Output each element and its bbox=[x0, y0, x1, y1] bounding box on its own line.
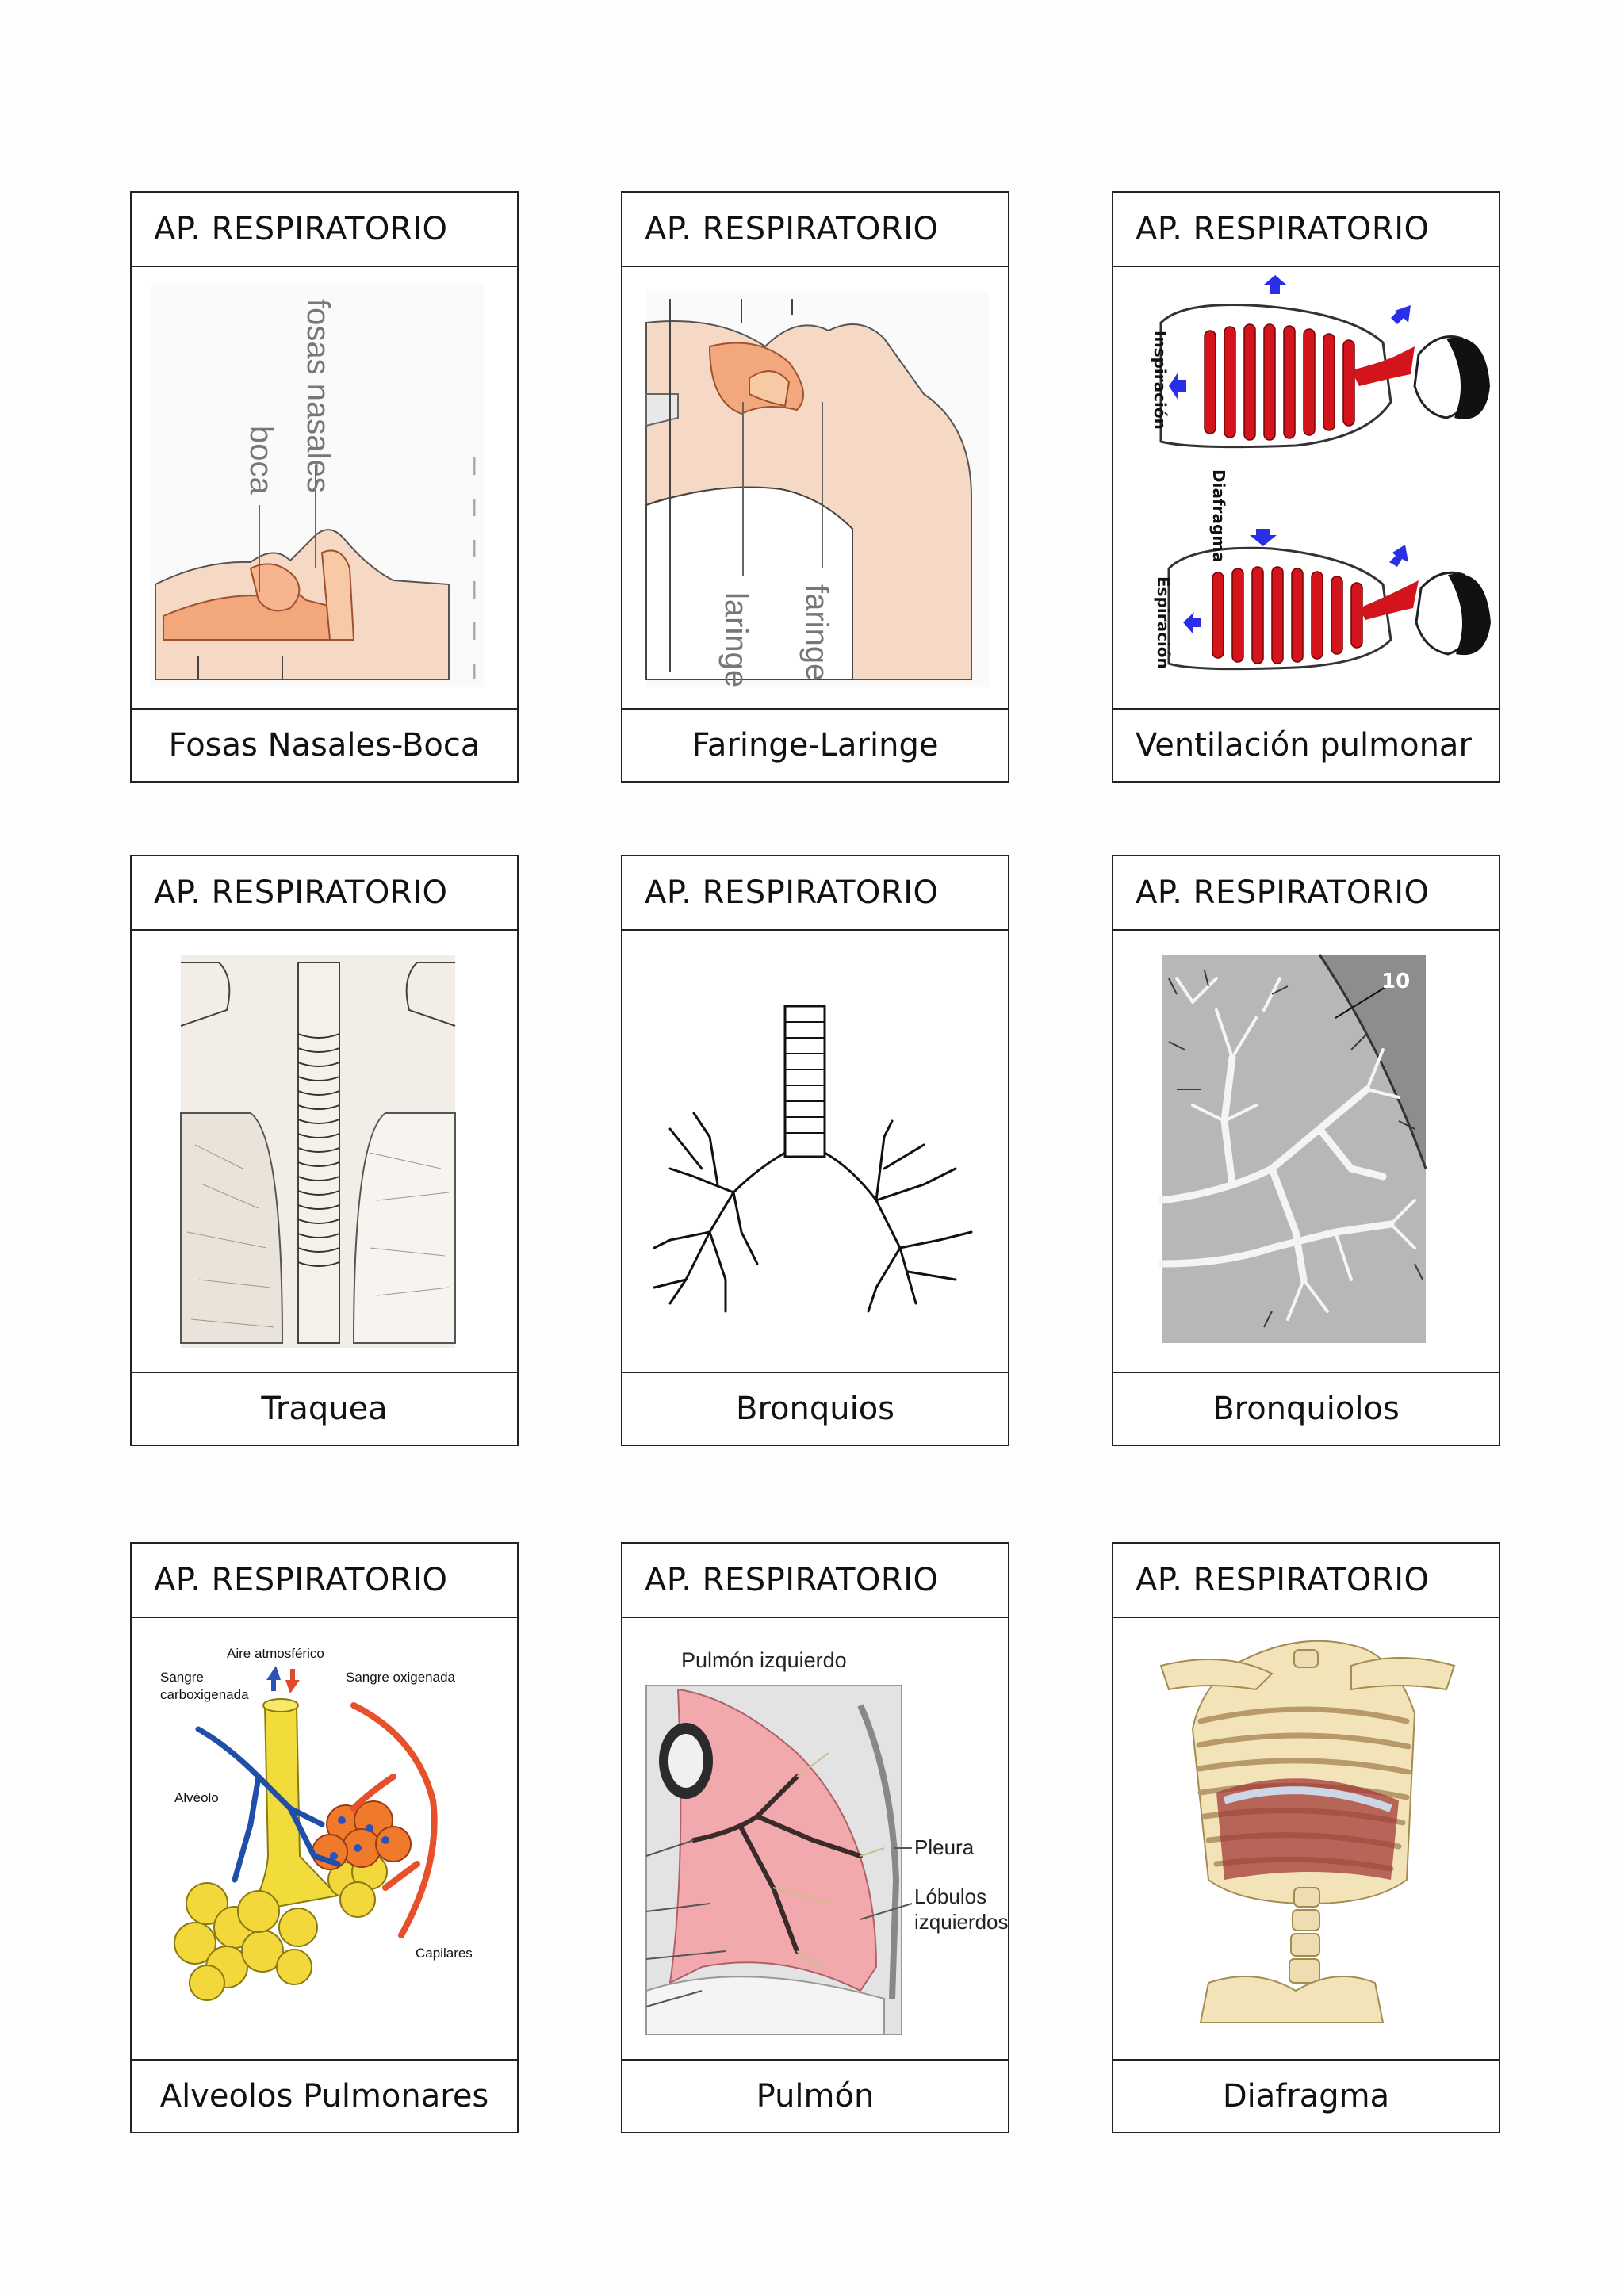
bronchioles-illustration bbox=[1113, 931, 1499, 1372]
card-caption: Alveolos Pulmonares bbox=[132, 2059, 517, 2132]
label-titulo-pulmon: Pulmón izquierdo bbox=[681, 1648, 847, 1672]
nose-mouth-illustration bbox=[132, 267, 517, 708]
card-caption: Pulmón bbox=[622, 2059, 1008, 2132]
card-header: AP. RESPIRATORIO bbox=[1113, 856, 1499, 931]
label-fosas-nasales: fosas nasales bbox=[301, 299, 335, 493]
card-bronquios bbox=[621, 855, 1009, 1446]
card-caption: Ventilación pulmonar bbox=[1113, 708, 1499, 781]
card-header: AP. RESPIRATORIO bbox=[132, 856, 517, 931]
card-header: AP. RESPIRATORIO bbox=[1113, 193, 1499, 267]
card-header: AP. RESPIRATORIO bbox=[132, 193, 517, 267]
card-bronquiolos bbox=[1112, 855, 1500, 1446]
label-lobulos-2: izquierdos bbox=[914, 1910, 1009, 1934]
card-header: AP. RESPIRATORIO bbox=[132, 1544, 517, 1618]
card-caption: Diafragma bbox=[1113, 2059, 1499, 2132]
lung-illustration bbox=[622, 1618, 1008, 2059]
label-sangre-carbox-2: carboxigenada bbox=[160, 1687, 249, 1702]
label-diafragma: Diafragma bbox=[1209, 469, 1228, 563]
label-sangre-oxi: Sangre oxigenada bbox=[346, 1670, 456, 1685]
bronchi-illustration bbox=[622, 931, 1008, 1372]
card-header: AP. RESPIRATORIO bbox=[622, 856, 1008, 931]
card-header: AP. RESPIRATORIO bbox=[622, 1544, 1008, 1618]
card-fosas-nasales bbox=[130, 191, 519, 783]
trachea-illustration bbox=[132, 931, 517, 1372]
card-caption: Traquea bbox=[132, 1372, 517, 1445]
label-inspiracion: Inspiración bbox=[1151, 331, 1170, 430]
label-pleura: Pleura bbox=[914, 1835, 975, 1859]
card-diafragma bbox=[1112, 1542, 1500, 2133]
card-faringe-laringe bbox=[621, 191, 1009, 783]
card-caption: Bronquios bbox=[622, 1372, 1008, 1445]
label-espiracion: Espiración bbox=[1154, 576, 1173, 669]
label-boca: boca bbox=[243, 426, 278, 495]
skeleton-diaphragm-illustration bbox=[1113, 1618, 1499, 2059]
card-pulmon bbox=[621, 1542, 1009, 2133]
card-caption: Fosas Nasales-Boca bbox=[132, 708, 517, 781]
label-alveolo: Alvéolo bbox=[174, 1790, 219, 1805]
label-numero: 10 bbox=[1381, 970, 1411, 993]
alveoli-illustration bbox=[132, 1618, 517, 2059]
card-header: AP. RESPIRATORIO bbox=[1113, 1544, 1499, 1618]
label-sangre-carbox-1: Sangre bbox=[160, 1670, 204, 1685]
card-ventilacion bbox=[1112, 191, 1500, 783]
label-lobulos-1: Lóbulos bbox=[914, 1885, 987, 1908]
label-aire: Aire atmosférico bbox=[227, 1646, 324, 1661]
card-caption: Bronquiolos bbox=[1113, 1372, 1499, 1445]
card-caption: Faringe-Laringe bbox=[622, 708, 1008, 781]
label-capilares: Capilares bbox=[416, 1946, 473, 1961]
ventilation-illustration bbox=[1113, 267, 1499, 708]
card-header: AP. RESPIRATORIO bbox=[622, 193, 1008, 267]
label-laringe: laringe bbox=[718, 592, 753, 688]
card-traquea bbox=[130, 855, 519, 1446]
pharynx-larynx-illustration bbox=[622, 267, 1008, 708]
label-faringe: faringe bbox=[799, 584, 834, 682]
card-alveolos bbox=[130, 1542, 519, 2133]
